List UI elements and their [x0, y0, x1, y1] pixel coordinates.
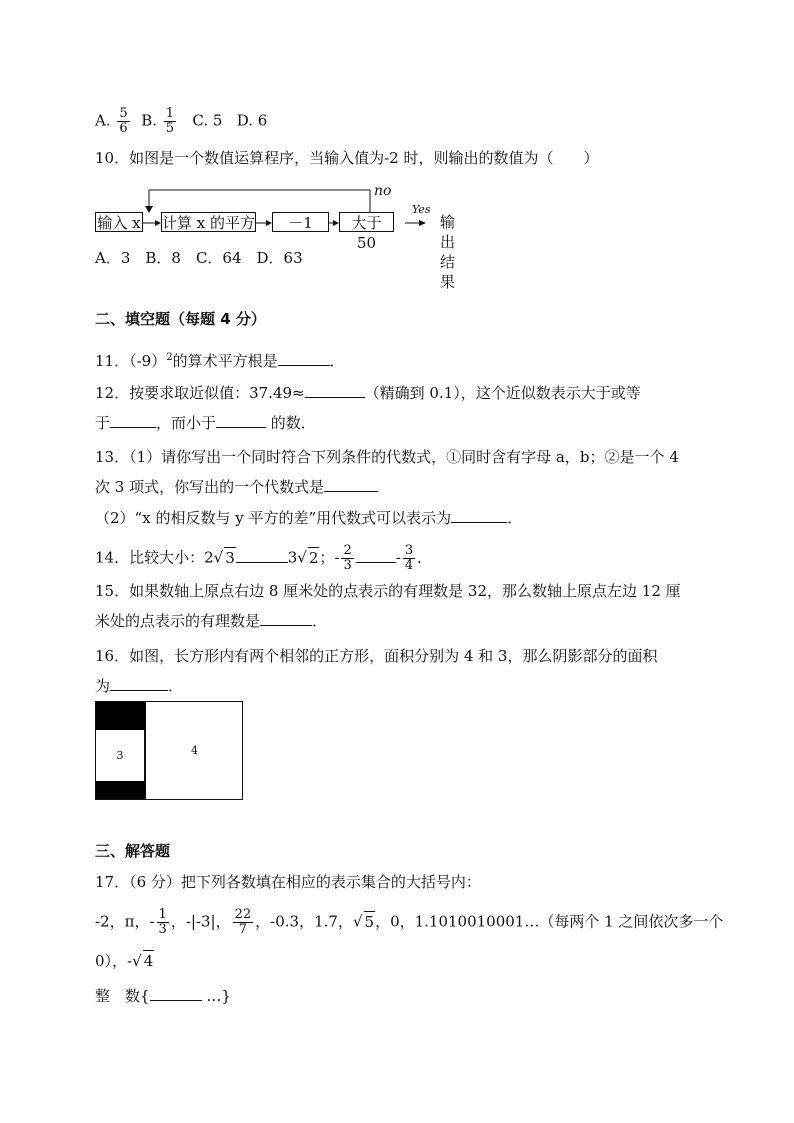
q12-line1: 12．按要求取近似值：37.49≈ （精确到 0.1），这个近似数表示大于或等: [95, 384, 641, 402]
answer-blank[interactable]: [236, 562, 288, 563]
answer-blank[interactable]: [356, 562, 396, 563]
q16-line2: 为 ．: [95, 677, 184, 695]
flow-yes-label: Yes: [412, 203, 431, 216]
square-area-4: [145, 702, 243, 799]
q12-line2: 于 ，而小于 的数．: [95, 414, 316, 432]
fraction-22-7: $\frac{22}{7}$: [234, 907, 252, 937]
answer-blank[interactable]: [451, 522, 507, 523]
flow-no-label: no: [374, 183, 392, 199]
section3-heading: 三、解答题: [95, 842, 171, 860]
q17-line3: 0），-√ 4: [95, 952, 154, 970]
answer-blank[interactable]: [150, 1000, 202, 1001]
fraction-1-5: $\frac{1}{5}$: [165, 106, 175, 136]
q13-line2: 次 3 项式，你写出的一个代数式是: [95, 477, 378, 497]
q17-line1: 17．（6 分）把下列各数填在相应的表示集合的大括号内：: [95, 873, 481, 891]
answer-blank[interactable]: [278, 365, 330, 366]
section2-heading: 二、填空题（每题 4 分）: [95, 310, 266, 328]
fraction-3-4: $\frac{3}{4}$: [404, 543, 414, 573]
opt-b-label: B.: [141, 111, 158, 130]
fraction-5-6: $\frac{5}{6}$: [119, 106, 128, 136]
flow-greater-box: 大于 50: [339, 212, 394, 232]
q13-line1: 13．（1）请你写出一个同时符合下列条件的代数式，①同时含有字母 a，b；②是一个 4: [95, 448, 679, 466]
q17-integer-set: 整 数{ …}: [95, 987, 231, 1005]
q16-figure: [95, 701, 243, 800]
q10-stem: 10．如图是一个数值运算程序，当输入值为-2 时，则输出的数值为（ ）: [95, 149, 599, 167]
opt-a-label: A.: [95, 111, 111, 130]
q16-line1: 16．如图，长方形内有两个相邻的正方形，面积分别为 4 和 3，那么阴影部分的面积: [95, 647, 658, 665]
q17-numbers: -2，π，- $\frac{1}{3}$ ，-|-3|， $\frac{22}{7}$ ，-0.3，1.7，√ 5，0，1.1010010001…（每两个 1 之间依次多一个: [95, 907, 724, 937]
q11: 11．$(-9)^2$的算术平方根是 ．: [95, 352, 345, 370]
square-area-3: [96, 730, 145, 781]
answer-blank[interactable]: [110, 690, 168, 691]
square-3-label: 3: [116, 749, 124, 762]
opt-c: C. 5: [192, 111, 223, 130]
q15-line2: 米处的点表示的有理数是 ．: [95, 612, 328, 630]
q15-line1: 15．如果数轴上原点右边 8 厘米处的点表示的有理数是 32，那么数轴上原点左边 12 厘: [95, 582, 681, 600]
answer-blank[interactable]: [110, 427, 156, 428]
opt-d: D. 6: [236, 111, 268, 130]
shaded-region-top: [96, 702, 145, 730]
flow-square-box: 计算 x 的平方: [162, 214, 255, 232]
fraction-2-3: $\frac{2}{3}$: [343, 543, 352, 573]
flow-input-box: 输入 x: [95, 212, 143, 232]
q14: 14．比较大小：2√ 3 3√ 2；- $\frac{2}{3}$ - $\frac{3}{4}$ ．: [95, 543, 433, 573]
flow-minus-box: －1: [272, 212, 329, 232]
shaded-region-bottom: [96, 781, 145, 799]
q10-options: A．3 B．8 C．64 D．63: [95, 249, 303, 267]
answer-blank[interactable]: [305, 397, 365, 398]
square-4-label: 4: [191, 744, 198, 757]
flow-output-label: 输出结果: [440, 213, 456, 291]
answer-blank[interactable]: [260, 625, 312, 626]
fraction-1-3: $\frac{1}{3}$: [158, 907, 167, 937]
answer-blank[interactable]: [216, 427, 266, 428]
q13-line3: （2）“x 的相反数与 y 平方的差”用代数式可以表示为 ．: [95, 509, 523, 527]
answer-blank[interactable]: [324, 491, 378, 492]
